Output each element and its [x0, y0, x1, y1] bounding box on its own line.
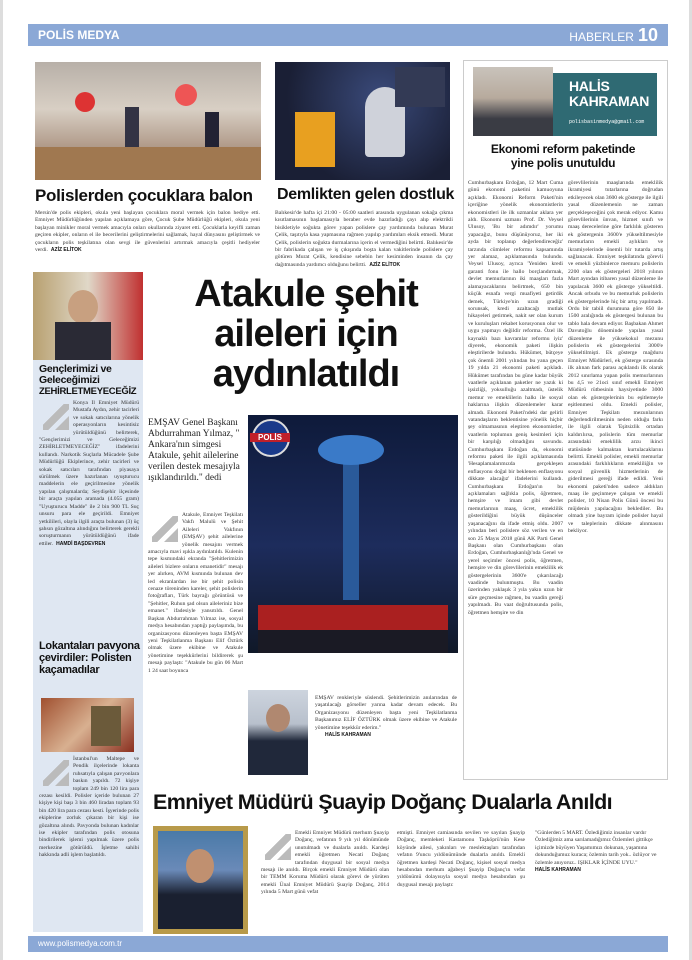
atakule-photo [248, 415, 458, 653]
arrow-icon [39, 400, 69, 430]
columnist-text-col1: Cumhurbaşkanı Erdoğan, 12 Mart Cuma günü ekonomi paketini kamuoyuna açıkladı. Ekonomi Reform Paketi'nin içeriğine yönelik ekonomistlerin ekonomistleri ile ilk uzmanlar aklara yer aldı. Ekonomi uzmanı Prof. Dr. Veysel Ulusoy, 'Bu bir adımdır' yorumu yapacağız, bunu düşünüyoruz, her iki ayda bir toplanıp değerlendireceğiz' tarzında cümleler reformu kapsamında yer alamaz, açıklamasında bulundu. Veysel Ulusoy, ayrıca 'Yeniden kredi garanti fonu ile hallo borçlandırmak, devlet memurlarının iki maaşları fazla alamayacaklarını belirtmek, 650 bin küçük esnafa vergi muafiyeti getirdik demek, Türkiye'nin uzun gradiği sorunsak, kredi azaltacağı mutlak hikayeleri getirmek, nakit ser olan kurum ve kuruluşları rekabet korusyonun olur ve uygu yapmayı değildir reforma. Özel ilk kaynaklı bazı kavramlar reformu iyiz' diyerek, ekonomik paketi ilişkin eleştirilerde bulundu. Hükümet, bütçeye çok önemli 2001 yılından bu yana geçen 19 yılda 21 ekonomi paketi açıkladı. Hükümet tarafından bu güne kadar büyük vaatlerle açıklanan paketler ne yazık ki işsizliği, yoksulluğu azaltmadı, üstelik memur ve emeklilerin halkı ile sosyal haklarına ilişkin düzenlemeler karar almadı. Ekonomi Paketi'ndeki dar gelirli vatandaşların beklentisine yönelik hiçbir şey olmamasının eleştiren ekonomistler, vaatlerin toplumun geniş kesimleri için bir karşılığı olmadığını savundu. Cumhurbaşkanı Erdoğan da, ekonomi reformu paketi ile ilgili açıklamasında 'Hesaplamalarımızda gerçekleşen enflasyonu doğal bir beklenen enflasyonu dikkate alacağız' ifadelerini kullandı. Cumhurbaşkanı Erdoğan'ın bu açıklamaları sağlıkla polis, öğretmen, hemşire ve imam gibi devlet memurlarının maaş, ücret, emeklilik gösterildiğini büyük düşünceler yaşanacağını da ifade etmiş oldu. 2007 yılından beri polislere söz verilen ve en son 25 Mayıs 2018 günü AK Parti Genel Başkanı olan Cumhurbaşkanı olan Erdoğan, Cumhurbaşkanlığı'nda Genel ve yerel seçimler öncesi polis, öğretmen, hemşire ve din görevlilerinin emeklilik ek göstergelerinin 3600'e çıkarılacağı vaadinde bulunmuştu. Bu vaadin üzerinden yaklaşık 3 yıla yakın uzun bir süre geçmesine rağmen, bu vaadin gereği yapılmadı. Bu vaat doğrultusunda polis, öğretmen hemşire ve din [468, 180, 563, 616]
police-chief-photo [33, 272, 143, 360]
category-label: HABERLER [569, 30, 634, 44]
article-body: EMŞAV renkleriyle süslendi. Şehitlerimizin anılarından de yaşatılacağı görseller yarına kadar devam edecek. Bu Organizasyonu düzenleyen başta yeni Teşkilatlanma Başkanımız ELİF ÖZTÜRK olmak üzere ekibine ve Atakule yönetimine teşekkür ederim." [315, 695, 457, 731]
headline-line: ZEHİRLETMEYECEĞİZ [39, 386, 137, 397]
page-number: 10 [637, 25, 658, 45]
bottom-col2: etmişti. Emniyet camiasında sevilen ve sayılan Şuayip Doğanç, memleketi Kastamonu Taşköprü'nün Kese köyünde ailesi, yakınları ve meslektaşları tarafından vefatın 9'uncu yıldönümünde dualarla anıldı. Emekli öğretmen kardeşi Necati Doğanç, kişisel sosyal medya hesabından merhum ağabeyi Şuayip Doğanç'ın vefat yıldönümü dolayısıyla sosyal medya hesabından şu duygusal mesajı paylaştı: [397, 830, 525, 888]
byline: HALİS KAHRAMAN [535, 867, 581, 874]
article-balloons [35, 210, 260, 254]
article-pavyon [39, 756, 139, 860]
main-quote: EMŞAV Genel Başkanı Abdurrahman Yılmaz, " Ankara'nın simgesi Atakule, şehit ailelerine verilen destek mesajıyla ışıklandırıldı." dedi [148, 418, 240, 483]
headline-balloons: Polislerden çocuklara balon [35, 186, 253, 205]
chairman-photo [248, 690, 308, 775]
article-body: Konya İl Emniyet Müdürü Mustafa Aydın, zehir tacirleri ve sokak satıcılarına yönelik operasyonların kesintisiz yürütüldüğünü belirterek, "Gençlerimizi ve Geleceğimizi ZEHİRLETMEYECEĞİZ" ifadelerini kullandı. Narkotik Suçlarla Mücadele Şube Müdürlüğü Ekiplerince, zehir tacirleri ve sokak satıcıları tarafından piyasaya sürülmek üzere hazırlanan uyuşturucu maddelerin ele geçirilmesine yönelik yapılan çalışmalarda; Seydişehir ilçesinde bir araçta yapılan aramada (4.055 gram) "Uyuşturucu Madde" ile 2 bin 900 TL Suç unsuru para ele geçirildi. Emniyet yetkilileri, olayla ilgili araçta bulunan (3) üç şahsın gözaltına alındığını belirterek gerekli soruşturmanın yürütüldüğünü ifade ettiler. [39, 400, 139, 547]
arrow-icon [148, 512, 178, 542]
main-article-body [148, 512, 243, 682]
bottom-col1 [261, 830, 389, 897]
byline: HALİS KAHRAMAN [325, 732, 371, 739]
headline-tea: Demlikten gelen dostluk [277, 186, 455, 203]
columnist-banner [473, 73, 657, 136]
article-body: Emekli Emniyet Müdürü merhum Şuayip Doğanç, vefatının 9 yılı yıl dönümünde unutulmadı ve dualarla anıldı. Kardeşi emekli öğretmen Necati Doğanç tarafından duygusal bir sosyal medya mesajı ile anıldı. Birçok emekli Emniyet Müdürü olan bir TEMM Koruma Müdürü olarak görevi de yürüten emekli Ünal Emniyet Müdürü Şuayip Doğanç, 2014 yılında 5 Mart günü vefat [261, 830, 389, 896]
suayip-doganc-photo [153, 826, 248, 934]
headline-youth [39, 364, 136, 397]
arrow-icon [261, 830, 291, 860]
columnist-email[interactable]: polisbasinmedya@gmail.com [569, 119, 645, 125]
tea-photo [275, 62, 450, 180]
footer-bar [28, 936, 668, 952]
headline-line: Gençlerimizi ve [39, 363, 112, 375]
article-body: İstanbul'un Maltepe ve Pendik ilçelerinde lokanta ruhsatıyla çalışan pavyonlara baskın yapıldı. 72 kişiye toplam 249 bin 120 lira para cezası kesildi. Polisler içeride bulunan 27 kişiye kişi başı 3 bin 460 liradan toplam 93 bin 420 lira para cezası kesti. İşyerinde polis ekiplerine zorluk çıkaran bir kişi ise gözaltına alındı. Pavyonda bulunan kadınlar ise ekipler tarafından polis otosuna bindirilerek işlemi yapılmak üzere polis merkezine götürüldü. İşletme sahibi hakkında adli işlem başlatıldı. [39, 756, 139, 859]
name-line: KAHRAMAN [569, 93, 650, 109]
classroom-photo [35, 62, 261, 180]
name-line: HALİS [569, 78, 610, 94]
page-header [28, 24, 668, 46]
headline-line: Geleceğimizi [39, 374, 100, 386]
main-headline: Atakule şehit aileleri için aydınlatıldı [194, 273, 418, 395]
article-body: "Günlerden 5 MART. Özlediğimiz insanlar vardır Özlediğimiz ama sarılamadığımız Özlemleri gittikçe içimizde büyüyen Yaşamımızı dokunan, yaşamına dokunduğumuz kuraca; özlemin tarih yok.. özlüyor ve özlemle anıyoruz.. IŞIKLAR İÇİNDE UYU." [535, 830, 657, 866]
pavyon-photo [41, 698, 134, 752]
article-body: Mersin'de polis ekipleri, okula yeni başlayan çocuklara moral vermek için balon hediye etti. Emniyet Müdürlüğünden yapılan açıklamaya göre, Çocuk Şube Müdürlüğü ekipleri, okula yeni başlayan minikler moral vermek amacıyla onları okullarında ziyaret etti. Çocuklarla keyifli zaman geçiren ekipler, onların el ile becerilerini geliştirmelerini sağlamak, hayal dünyasını geliştirmek ve çocukların polis teşkilatına olan sevgi ile güvenlerini artırmak amacıyla çeşitli hediyeler verdi. [35, 210, 260, 254]
arrow-icon [39, 756, 69, 786]
columnist-headline: Ekonomi reform paketinde yine polis unutuldu [490, 142, 636, 170]
columnist-text-col2: görevlilerinin maaşlarında emeklilik ikramiyesi tutarlarına doğrudan etkileyecek olan 3600 ek gösterge ile ilgili yasal düzenlemenin ne zaman gerçekleşeceğini çok merak ediyor. Kamu görevlilerinin ünvan, hizmet sınıfı ve maaş derecelerine göre farklılık gösteren ek göstergenin 3600'e yükseltilmesiyle memurların emekli aylıkları ve ikramiyelerinde önemli bir tutarda artış sağlanacak. Emniyet teşkilatında görevli ve emekli yüzbinlerce memuru polislerin 2200 olan ek göstergeleri 2018 yılının Mart ayından itibaren yasal düzenleme ile yapılacak 3600 ek gösterge yükseltildi. Ancak orbudu ve bu memurluk polislerin ek göstergelerinde hiç bir artış yapılmadı. Ordu bir tabiil durumuna göre 850 ile 1500 aralığında ek göstergesi bulunan bu tablo hala devam ediyor. Başbakan Ahmet Davutoğlu döneminde yapılan yasal düzenleme ile yüksekokul mezunu polislerin ek göstergelerini 3000'e yükseltilmişti. Ek gösterge mağduru Emniyet Müdürleri, ek gösterge sırasında ilk alınan fark parası açıklandı ilk olarak 2012 sınırlama yapan polis memurlarının bu 4,5 ve 21oci sınıf emekli Emniyet Müdürü rütbesinin haysiyetinde 3000 olan ek göstergelerinin bu eşitlemeyle eşitlenmesi oldu. Emekli polisler, Emniyet Teşkilatı mezunlarının değerlendirilmesinin neden olduğu farkı ile ilgili olarak 'Eşitsizlik ortadan kaldırılırsa, polislerin tüm memurlar arasındaki emeklilik arzu ikinci statüsünde kalmaktan kurtulacaklarını belirtti. Emekli polisler, emekli memurlar arasındaki farklılıkların emekliliğin ve sosyal güvenlik hizmetlerinin de giderilmesi gereği ifade edildi. Yeni ekonomi paketi'nden sadece aldıkları maaş ile geçinmeye çalışan ve emekli polisler, 10 Nisan Polis Günü öncesi bu müjdenin yapılacağını beklediler. Bu olmadı yine bayram içinde polisler hayal ve taleplerinin dikkate alınmasını bekliyor. [568, 180, 663, 535]
section-title: POLİS MEDYA [38, 28, 120, 42]
article-body: Balıkesir'de hafta içi 21:00 - 05:00 saatleri arasında uygulanan sokağa çıkma kısıtlamasının başlamasıyla beraber evde hazırladığı çayı alıp elektrikli bisikletiyle soğukta görev yapan polislere çay yardımında bulunan Murat Çelik, taşıtıyla kasa yapmasına rağmen yapılıp yardımları eksik etmedi. Murat Çelik, polislerin soğukta durmalarına içerin el vermediğini belirtti. Balıkesir'de bir fabrikada çalışan ve iş çıkışında boşta kalan vakitlerinde polislere çay götüren Murat Çelik, kendisine sebebin her kesiminden insanın da çay dağıtmasında yardımcı olduğunu belirtti. [275, 210, 453, 268]
logo-text: POLİS [250, 433, 290, 442]
emsav-logo [252, 419, 290, 457]
bottom-col3 [535, 830, 663, 874]
article-body: Atakule, Emniyet Teşkilatı Vakfı Malulü ve Şehit Aileleri Vakfının (EMŞAV) şehit ailelerine yönelik mesajını vermek amacıyla mavi ışıkla aydınlatıldı. Kulenin tepe kısmındaki ekranda "Şehitlerimizin aileleri bizlere onların emanetidir" mesajı yer alırken, AVM kısmında bulunan dev led ekranlardan ise bir şehit polisin cenaze töreninden kareler, şehit polislerin fotoğrafları, Türk bayrağı görüntüsü ve "Şehitler, Ruhun şad olsun aileleriniz bize emanet." ifadesiyle yansıtıldı. Genel Başkan Abdurrahman Yılmaz ise, sosyal medya hesabından yaptığı paylaşımda, bu organizasyonu düzenleyen başta EMŞAV yeni Teşkilatlanma Başkanı Elif Öztürk olmak üzere ekibine ve Atakule yönetimine teşekkürlerini bildirerek şu mesajı paylaştı: "Atakule bu gün 06 Mart 1 24 saat boyunca [148, 512, 243, 674]
article-youth [39, 400, 139, 636]
bottom-headline: Emniyet Müdürü Şuayip Doğanç Dualarla Anıldı [153, 790, 613, 814]
columnist-photo [473, 67, 553, 136]
website-url[interactable]: www.polismedya.com.tr [38, 939, 123, 948]
byline: AZİZ ELİTOK [50, 247, 82, 254]
main-article-body-2 [315, 695, 457, 739]
columnist-name [569, 79, 649, 109]
article-tea [275, 210, 453, 269]
byline: HAMDİ BAŞDEVREN [56, 540, 106, 547]
page-category [569, 25, 658, 46]
headline-pavyon: Lokantaları pavyona çevirdiler: Polisten kaçamadılar [39, 640, 140, 676]
byline: AZİZ ELİTOK [369, 261, 401, 268]
